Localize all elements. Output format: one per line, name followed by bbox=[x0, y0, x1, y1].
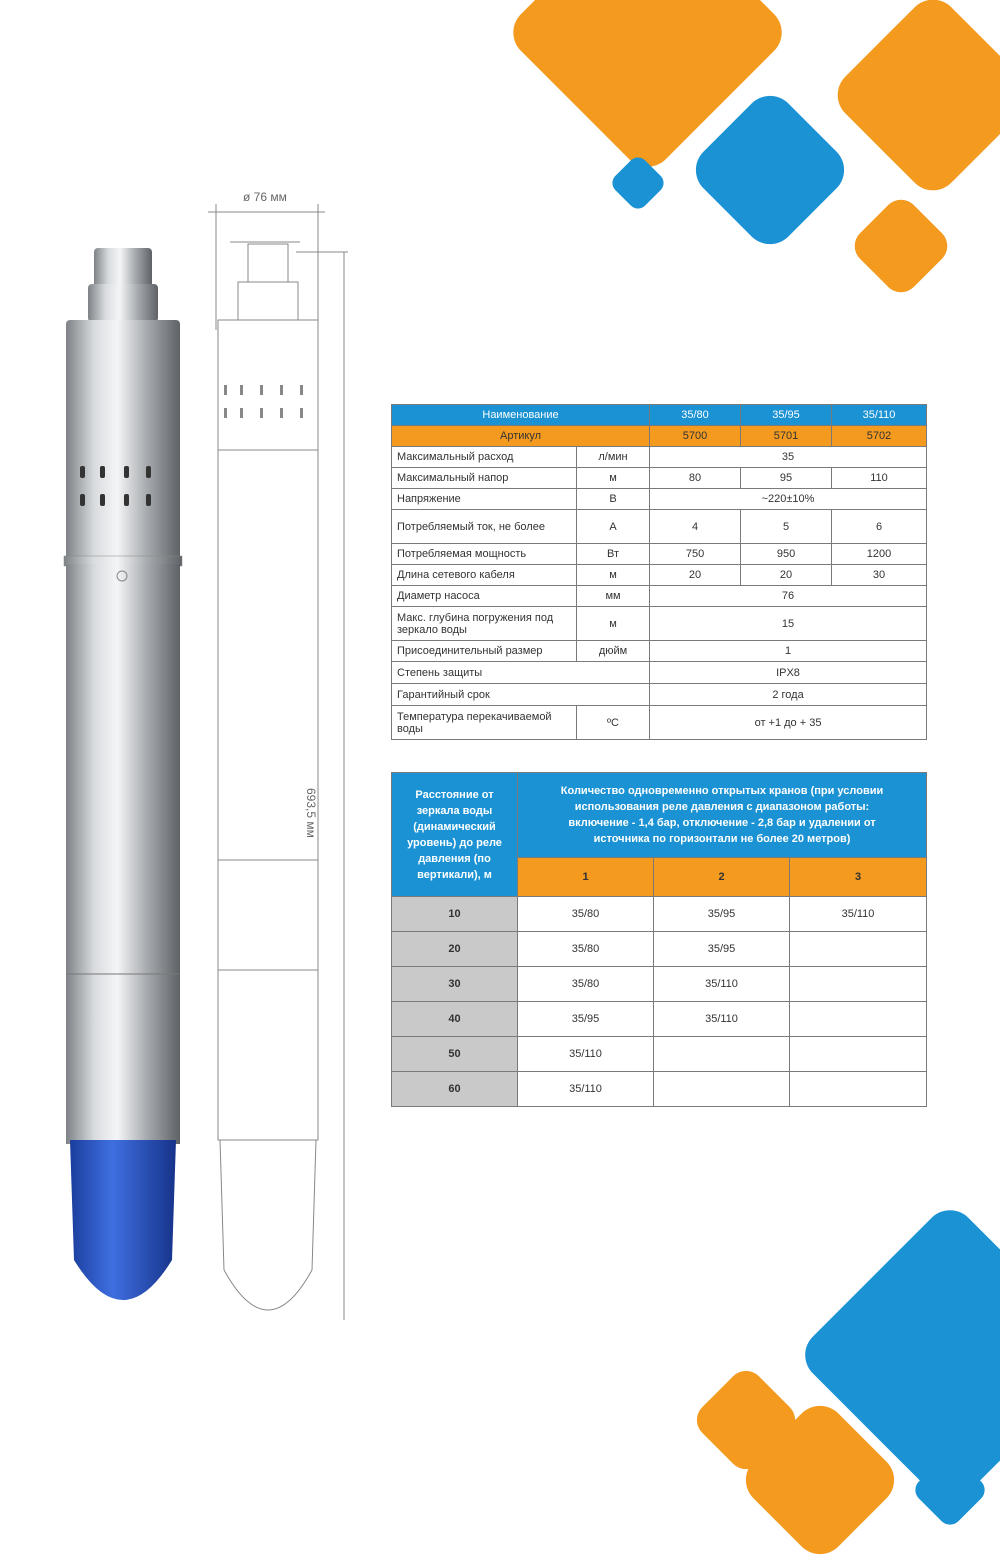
specs-article-value: 5701 bbox=[741, 426, 832, 447]
pump-drawing bbox=[200, 190, 370, 1330]
specs-row-unit: л/мин bbox=[577, 447, 650, 468]
decor-diamond bbox=[847, 192, 954, 299]
taps-cell: 35/110 bbox=[654, 1002, 790, 1037]
taps-cell: 35/110 bbox=[790, 897, 927, 932]
pump-photo bbox=[60, 240, 200, 1320]
specs-row-value: 35 bbox=[650, 447, 927, 468]
taps-row bbox=[392, 897, 927, 932]
specs-row-name: Потребляемая мощность bbox=[392, 544, 577, 565]
specs-row-name: Диаметр насоса bbox=[392, 586, 577, 607]
taps-left-header: Расстояние от зеркала воды (динамический уровень) до реле давления (по вертикали), м bbox=[392, 773, 518, 897]
specs-article-label: Артикул bbox=[392, 426, 650, 447]
taps-distance: 10 bbox=[392, 897, 518, 932]
taps-row bbox=[392, 932, 927, 967]
specs-row-unit: ºС bbox=[577, 706, 650, 740]
taps-distance: 40 bbox=[392, 1002, 518, 1037]
specs-row bbox=[392, 468, 927, 489]
taps-column: 2 bbox=[654, 858, 790, 897]
specs-row-unit: мм bbox=[577, 586, 650, 607]
specs-row-name: Степень защиты bbox=[392, 662, 650, 684]
taps-table bbox=[391, 772, 927, 1107]
specs-row-value: 6 bbox=[832, 510, 927, 544]
specs-row bbox=[392, 706, 927, 740]
taps-cell: 35/95 bbox=[518, 1002, 654, 1037]
taps-row bbox=[392, 1072, 927, 1107]
specs-row bbox=[392, 684, 927, 706]
length-label: 693,5 мм bbox=[304, 788, 318, 838]
specs-header-row bbox=[392, 405, 927, 426]
specs-row bbox=[392, 510, 927, 544]
specs-row-value: 76 bbox=[650, 586, 927, 607]
taps-row bbox=[392, 967, 927, 1002]
specs-article-value: 5700 bbox=[650, 426, 741, 447]
specs-table bbox=[391, 404, 927, 740]
specs-row bbox=[392, 565, 927, 586]
specs-row-unit: м bbox=[577, 565, 650, 586]
specs-header-name: Наименование bbox=[392, 405, 650, 426]
taps-column: 1 bbox=[518, 858, 654, 897]
specs-row bbox=[392, 586, 927, 607]
taps-top-header: Количество одновременно открытых кранов (при условии использования реле давления с диапазоном работы: включение - 1,4 бар, отключение - 2,8 бар и удалении от источника по горизонтали не более 20 метров) bbox=[518, 773, 927, 858]
taps-cell: 35/110 bbox=[654, 967, 790, 1002]
specs-row-unit: Вт bbox=[577, 544, 650, 565]
taps-cell: 35/110 bbox=[518, 1072, 654, 1107]
taps-cell: 35/95 bbox=[654, 932, 790, 967]
specs-row-name: Максимальный расход bbox=[392, 447, 577, 468]
taps-cell: 35/110 bbox=[518, 1037, 654, 1072]
specs-row-unit: м bbox=[577, 607, 650, 641]
diameter-label: ø 76 мм bbox=[243, 190, 287, 204]
specs-header-model: 35/110 bbox=[832, 405, 927, 426]
specs-row-unit: дюйм bbox=[577, 641, 650, 662]
specs-row-value: IPX8 bbox=[650, 662, 927, 684]
specs-row-value: 5 bbox=[741, 510, 832, 544]
specs-row-unit: В bbox=[577, 489, 650, 510]
taps-cell bbox=[790, 932, 927, 967]
specs-row-value: 20 bbox=[741, 565, 832, 586]
specs-row-name: Присоединительный размер bbox=[392, 641, 577, 662]
taps-cell: 35/95 bbox=[654, 897, 790, 932]
specs-row-value: 2 года bbox=[650, 684, 927, 706]
specs-row-value: 1200 bbox=[832, 544, 927, 565]
taps-distance: 30 bbox=[392, 967, 518, 1002]
taps-distance: 60 bbox=[392, 1072, 518, 1107]
taps-distance: 20 bbox=[392, 932, 518, 967]
taps-distance: 50 bbox=[392, 1037, 518, 1072]
specs-row-value: 1 bbox=[650, 641, 927, 662]
taps-cell: 35/80 bbox=[518, 932, 654, 967]
specs-row bbox=[392, 662, 927, 684]
taps-column: 3 bbox=[790, 858, 927, 897]
taps-cell bbox=[790, 967, 927, 1002]
specs-row-name: Температура перекачиваемой воды bbox=[392, 706, 577, 740]
taps-cell bbox=[790, 1037, 927, 1072]
specs-row-name: Потребляемый ток, не более bbox=[392, 510, 577, 544]
taps-row bbox=[392, 1037, 927, 1072]
specs-row-name: Максимальный напор bbox=[392, 468, 577, 489]
specs-row-value: 4 bbox=[650, 510, 741, 544]
specs-row-value: ~220±10% bbox=[650, 489, 927, 510]
taps-row bbox=[392, 1002, 927, 1037]
taps-cell bbox=[654, 1072, 790, 1107]
specs-row-value: 95 bbox=[741, 468, 832, 489]
specs-row-value: 110 bbox=[832, 468, 927, 489]
specs-row-unit: м bbox=[577, 468, 650, 489]
specs-row-value: 20 bbox=[650, 565, 741, 586]
specs-row bbox=[392, 489, 927, 510]
specs-article-value: 5702 bbox=[832, 426, 927, 447]
specs-row-value: от +1 до + 35 bbox=[650, 706, 927, 740]
specs-row-unit: А bbox=[577, 510, 650, 544]
specs-row-value: 750 bbox=[650, 544, 741, 565]
specs-header-model: 35/80 bbox=[650, 405, 741, 426]
specs-row bbox=[392, 641, 927, 662]
specs-row-name: Макс. глубина погружения под зеркало воды bbox=[392, 607, 577, 641]
specs-row-name: Гарантийный срок bbox=[392, 684, 650, 706]
specs-row-value: 30 bbox=[832, 565, 927, 586]
specs-row bbox=[392, 447, 927, 468]
specs-row-value: 15 bbox=[650, 607, 927, 641]
taps-cell bbox=[790, 1072, 927, 1107]
specs-header-model: 35/95 bbox=[741, 405, 832, 426]
taps-header-row bbox=[392, 773, 927, 858]
decor-diamond bbox=[827, 0, 1000, 201]
taps-cell: 35/80 bbox=[518, 897, 654, 932]
specs-row bbox=[392, 544, 927, 565]
specs-article-row bbox=[392, 426, 927, 447]
specs-row bbox=[392, 607, 927, 641]
taps-cell bbox=[654, 1037, 790, 1072]
specs-row-value: 80 bbox=[650, 468, 741, 489]
specs-row-name: Напряжение bbox=[392, 489, 577, 510]
specs-row-value: 950 bbox=[741, 544, 832, 565]
taps-cell: 35/80 bbox=[518, 967, 654, 1002]
specs-row-name: Длина сетевого кабеля bbox=[392, 565, 577, 586]
taps-cell bbox=[790, 1002, 927, 1037]
